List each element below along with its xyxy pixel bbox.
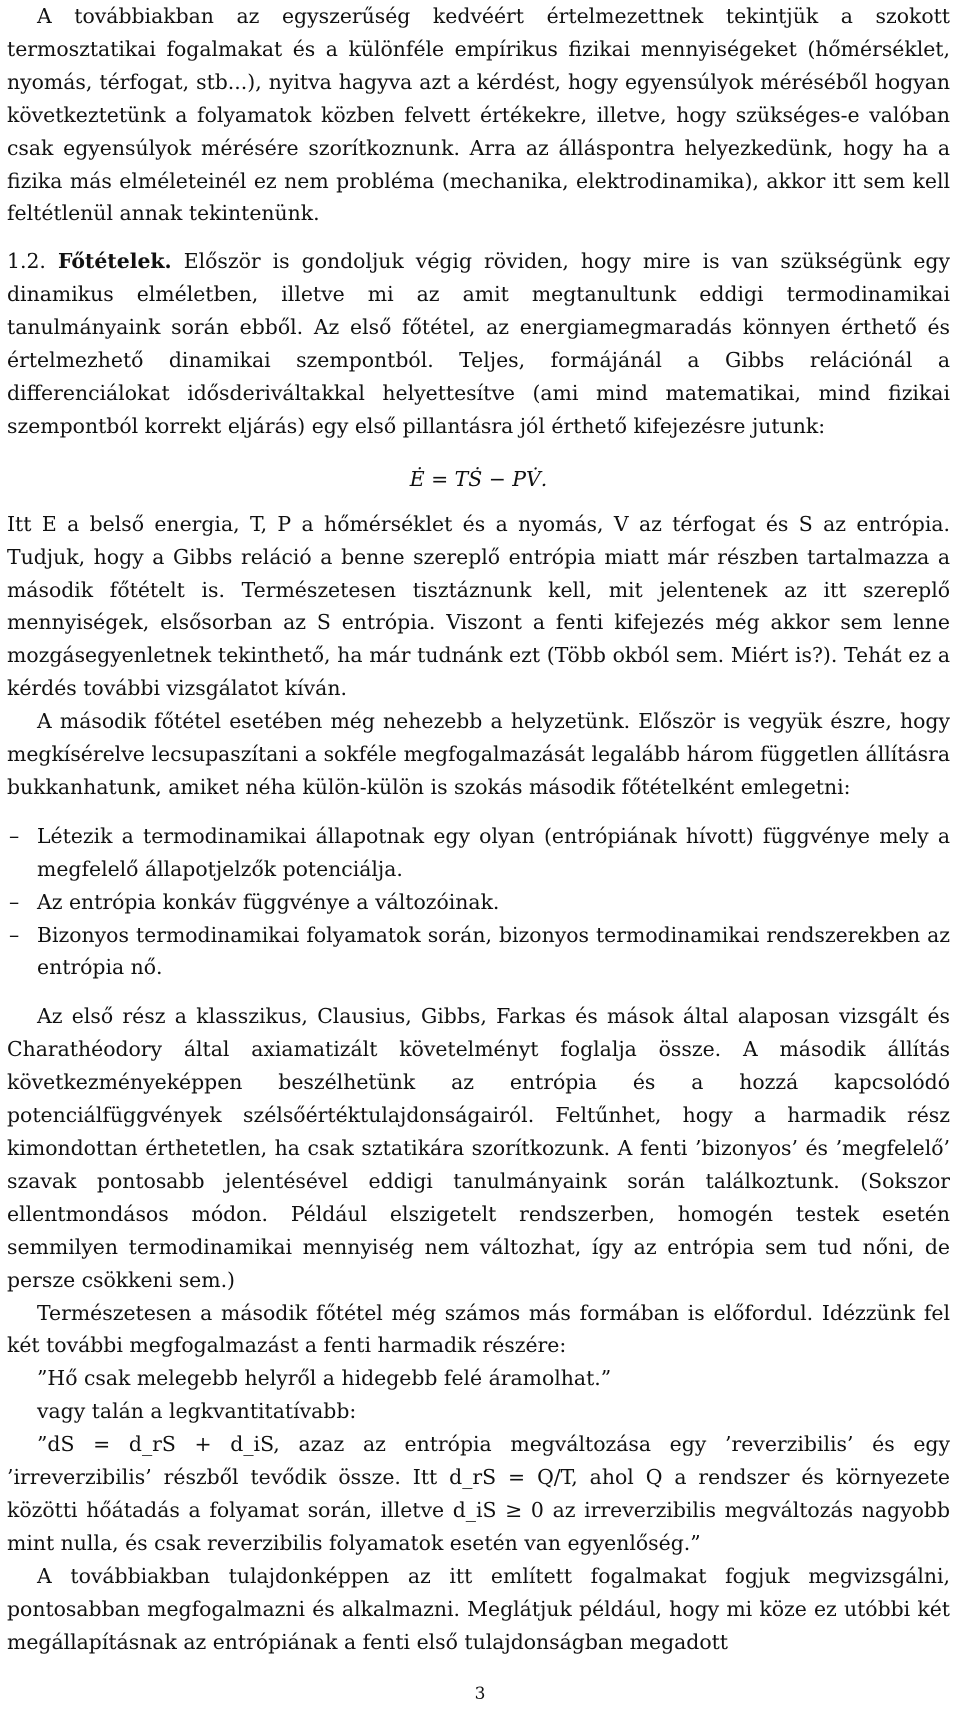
list-item <box>7 919 950 985</box>
list-item-text: Bizonyos termodinamikai folyamatok során, bizonyos termodinamikai rendszerekben az entrópia nő. <box>37 922 950 980</box>
equation-energy-balance: Ė = TṠ − PV̇. <box>409 466 548 491</box>
page-number: 3 <box>474 1684 486 1704</box>
text-body <box>7 0 950 1659</box>
dash-bullet-icon: – <box>9 889 20 914</box>
paragraph-definitions: Itt E a belső energia, T, P a hőmérséklet és a nyomás, V az térfogat és S az entrópia. Tudjuk, hogy a Gibbs reláció a benne szereplő entrópia miatt már részben tartalmazza a második főtételt is. Természetesen tisztáznunk kell, mit jelentenek az itt szereplő mennyiségek, elsősorban az S entrópia. Viszont a fenti kifejezés még akkor sem lenne mozgásegyenletnek tekinthető, ha már tudnánk ezt (Több okból sem. Miért is?). Tehát ez a kérdés további vizsgálatot kíván. <box>7 511 950 701</box>
list-item-text: Az entrópia konkáv függvénye a változóinak. <box>37 889 500 914</box>
section-title: Főtételek. <box>57 249 172 274</box>
quote-heat-flow: ”Hő csak melegebb helyről a hidegebb felé áramolhat.” <box>37 1366 612 1391</box>
paragraph-other-forms: Természetesen a második főtétel még számos más formában is előfordul. Idézzünk fel két további megfogalmazást a fenti harmadik részére: <box>7 1300 950 1358</box>
paragraph-quantitative-intro: vagy talán a legkvantitatívabb: <box>37 1399 357 1424</box>
quote-entropy-change: ”dS = d_rS + d_iS, azaz az entrópia megváltozása egy ’reverzibilis’ és egy ’irreverzibilis’ részből tevődik össze. Itt d_rS = Q/T, ahol Q a rendszer és környezete közötti hőátadás a folyamat során, illetve d_iS ≥ 0 az irreverzibilis megváltozás nagyobb mint nulla, és csak reverzibilis folyamatok esetén van egyenlőség.” <box>7 1432 950 1555</box>
dash-bullet-icon: – <box>9 922 20 947</box>
dash-bullet-icon: – <box>9 823 20 848</box>
list-item <box>7 886 950 919</box>
section-number: 1.2. <box>7 249 46 274</box>
paragraph-outlook: A továbbiakban tulajdonképpen az itt említett fogalmakat fogjuk megvizsgálni, pontosabban megfogalmazni és alkalmazni. Meglátjuk például, hogy mi köze ez utóbbi két megállapításnak az entrópiának a fenti első tulajdonságban megadott <box>7 1563 950 1654</box>
paragraph-second-law: A második főtétel esetében még nehezebb a helyzetünk. Először is vegyük észre, hogy megkísérelve lecsupaszítani a sokféle megfogalmazását legalább három független állításra bukkanhatunk, amiket néha külön-külön is szokás második főtételként emlegetni: <box>7 709 950 799</box>
list-item <box>7 820 950 886</box>
section-paragraph <box>7 245 950 442</box>
second-law-statements-list <box>7 820 950 985</box>
paragraph-classical: Az első rész a klasszikus, Clausius, Gibbs, Farkas és mások által alaposan vizsgált és Charathéodory által axiamatizált követelményt foglalja össze. A második állítás következményeképpen beszélhetünk az entrópia és a hozzá kapcsolódó potenciálfüggvények szélsőértéktulajdonságairól. Feltűnhet, hogy a harmadik rész kimondottan érthetetlen, ha csak sztatikára szorítkozunk. A fenti ’bizonyos’ és ’megfelelő’ szavak pontosabb jelentésével eddigi tanulmányaink során találkoztunk. (Sokszor ellentmondásos módon. Például elszigetelt rendszerben, homogén testek esetén semmilyen termodinamikai mennyiség nem változhat, így az entrópia sem tud nőni, de persze csökkeni sem.) <box>7 1004 950 1292</box>
list-item-text: Létezik a termodinamikai állapotnak egy olyan (entrópiának hívott) függvénye mely a megfelelő állapotjelzők potenciálja. <box>37 823 950 881</box>
paragraph-main-theorems: Először is gondoljuk végig röviden, hogy mire is van szükségünk egy dinamikus elméletben, illetve mi az amit megtanultunk eddigi termodinamikai tanulmányaink során ebből. Az első főtétel, az energiamegmaradás könnyen érthető és értelmezhető dinamikai szempontból. Teljes, formájánál a Gibbs relációnál a differenciálokat idősderiváltakkal helyettesítve (ami mind matematikai, mind fizikai szempontból korrekt eljárás) egy első pillantásra jól érthető kifejezésre jutunk: <box>7 249 950 438</box>
paragraph-intro: A továbbiakban az egyszerűség kedvéért értelmezettnek tekintjük a szokott termosztatikai fogalmakat és a különféle empírikus fizikai mennyiségeket (hőmérséklet, nyomás, térfogat, stb...), nyitva hagyva azt a kérdést, hogy egyensúlyok méréséből hogyan következtetünk a folyamatok közben felvett értékekre, illetve, hogy szükséges-e valóban csak egyensúlyok mérésére szorítkoznunk. Arra az álláspontra helyezkedünk, hogy ha a fizika más elméleteinél ez nem probléma (mechanika, elektrodinamika), akkor itt sem kell feltétlenül annak tekintenünk. <box>7 4 950 226</box>
